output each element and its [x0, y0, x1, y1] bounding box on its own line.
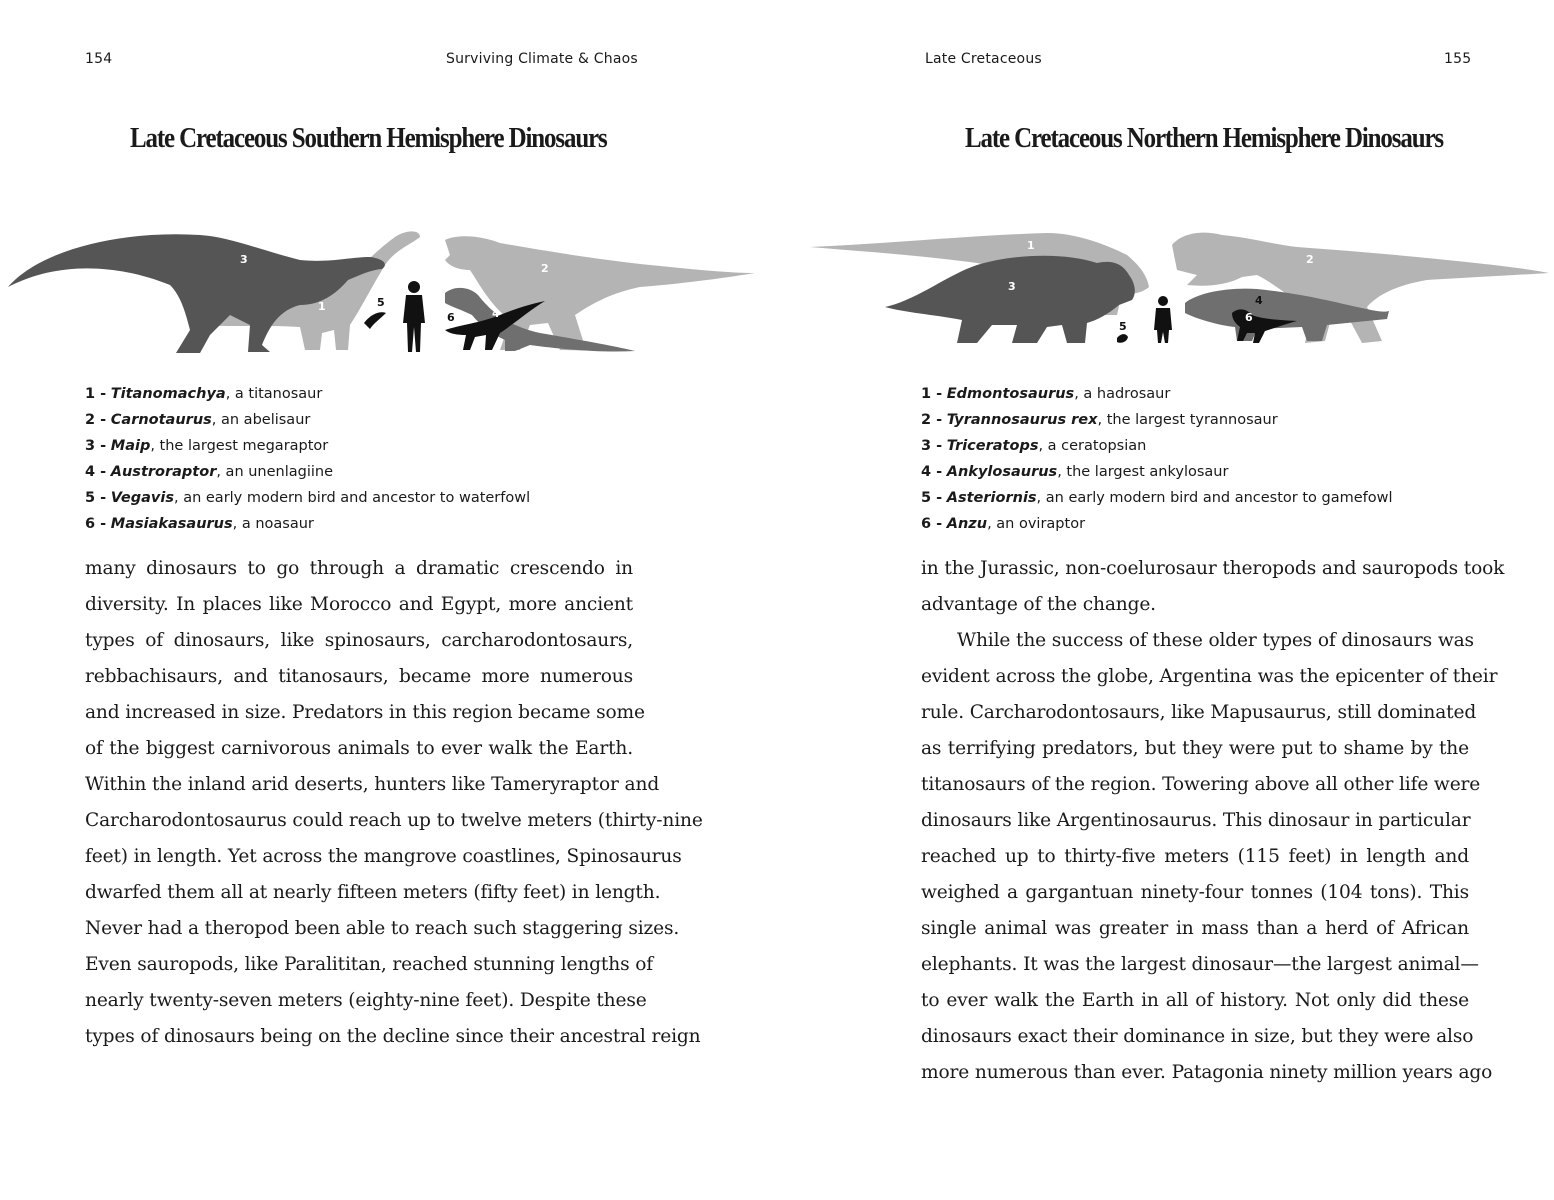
- figure-number-6: 6: [1245, 311, 1253, 324]
- dinosaur-size-comparison-figure: [777, 215, 1554, 360]
- text-line: Never had a theropod been able to reach such staggering sizes.: [85, 918, 680, 939]
- figure-number-3: 3: [1008, 280, 1016, 293]
- asteriornis-silhouette: [1117, 334, 1128, 343]
- text-line: Even sauropods, like Paralititan, reached stunning lengths of: [85, 954, 654, 975]
- text-line: types of dinosaurs, like spinosaurs, carcharodontosaurs,: [85, 630, 633, 651]
- legend-item: 1 - Edmontosaurus, a hadrosaur: [921, 386, 1171, 402]
- text-line: more numerous than ever. Patagonia ninety million years ago: [921, 1062, 1493, 1083]
- text-line: as terrifying predators, but they were put to shame by the: [921, 738, 1469, 759]
- figure-number-6: 6: [447, 311, 455, 324]
- text-line: rule. Carcharodontosaurs, like Mapusaurus, still dominated: [921, 702, 1477, 723]
- figure-number-4: 4: [1255, 294, 1263, 307]
- vegavis-silhouette: [364, 312, 386, 329]
- legend-item: 4 - Austroraptor, an unenlagiine: [85, 464, 334, 480]
- legend-item: 5 - Asteriornis, an early modern bird and ancestor to gamefowl: [921, 490, 1393, 506]
- text-line: and increased in size. Predators in this region became some: [85, 702, 645, 723]
- text-line: Within the inland arid deserts, hunters like Tameryraptor and: [85, 774, 660, 795]
- figure-number-1: 1: [318, 300, 326, 313]
- legend-item: 6 - Masiakasaurus, a noasaur: [85, 516, 314, 532]
- human-silhouette: [403, 281, 425, 352]
- running-title: Surviving Climate & Chaos: [446, 51, 638, 67]
- figure-number-5: 5: [1119, 320, 1127, 333]
- text-line: diversity. In places like Morocco and Egypt, more ancient: [85, 594, 633, 615]
- text-line: weighed a gargantuan ninety-four tonnes (104 tons). This: [921, 882, 1469, 903]
- legend-item: 2 - Carnotaurus, an abelisaur: [85, 412, 311, 428]
- text-line: dwarfed them all at nearly fifteen meters (fifty feet) in length.: [85, 882, 661, 903]
- body-text: [921, 551, 1505, 1091]
- figure-number-3: 3: [240, 253, 248, 266]
- text-line: in the Jurassic, non-coelurosaur theropods and sauropods took: [921, 558, 1505, 579]
- page-number: 154: [85, 51, 113, 67]
- legend-item: 2 - Tyrannosaurus rex, the largest tyrannosaur: [921, 412, 1278, 428]
- right-page: [777, 0, 1554, 1200]
- body-text: [85, 551, 703, 1055]
- text-line: to ever walk the Earth in all of history. Not only did these: [921, 990, 1469, 1011]
- text-line: elephants. It was the largest dinosaur—the largest animal—: [921, 954, 1479, 975]
- text-line: feet) in length. Yet across the mangrove coastlines, Spinosaurus: [85, 846, 682, 867]
- text-line: single animal was greater in mass than a herd of African: [921, 918, 1469, 939]
- text-line: titanosaurs of the region. Towering above all other life were: [921, 774, 1481, 795]
- triceratops-silhouette: [885, 256, 1135, 343]
- text-line: dinosaurs like Argentinosaurus. This dinosaur in particular: [921, 810, 1471, 831]
- text-line: of the biggest carnivorous animals to ever walk the Earth.: [85, 738, 633, 759]
- text-line: rebbachisaurs, and titanosaurs, became more numerous: [85, 666, 633, 687]
- figure-title: Late Cretaceous Southern Hemisphere Dinosaurs: [130, 122, 607, 154]
- text-line: reached up to thirty-five meters (115 feet) in length and: [921, 846, 1469, 867]
- text-line: Carcharodontosaurus could reach up to twelve meters (thirty-nine: [85, 810, 703, 831]
- text-line: nearly twenty-seven meters (eighty-nine feet). Despite these: [85, 990, 647, 1011]
- text-line: many dinosaurs to go through a dramatic crescendo in: [85, 558, 633, 579]
- text-line: While the success of these older types of dinosaurs was: [957, 630, 1474, 651]
- text-line: types of dinosaurs being on the decline since their ancestral reign: [85, 1026, 701, 1047]
- maip-silhouette: [8, 234, 385, 353]
- running-title: Late Cretaceous: [925, 51, 1042, 67]
- text-line: dinosaurs exact their dominance in size, but they were also: [921, 1026, 1474, 1047]
- tyrannosaurus-silhouette: [1172, 233, 1549, 343]
- figure-title: Late Cretaceous Northern Hemisphere Dinosaurs: [965, 122, 1443, 154]
- figure-number-2: 2: [541, 262, 549, 275]
- figure-number-1: 1: [1027, 239, 1035, 252]
- figure-number-4: 4: [492, 307, 500, 320]
- figure-legend: [85, 381, 530, 537]
- page-number: 155: [1444, 51, 1472, 67]
- text-line: evident across the globe, Argentina was the epicenter of their: [921, 666, 1498, 687]
- legend-item: 1 - Titanomachya, a titanosaur: [85, 386, 323, 402]
- figure-legend: [921, 381, 1393, 537]
- human-silhouette: [1154, 296, 1172, 343]
- legend-item: 4 - Ankylosaurus, the largest ankylosaur: [921, 464, 1229, 480]
- text-line: advantage of the change.: [921, 594, 1156, 615]
- dinosaur-size-comparison-figure: [0, 215, 777, 360]
- legend-item: 3 - Triceratops, a ceratopsian: [921, 438, 1147, 454]
- figure-number-5: 5: [377, 296, 385, 309]
- figure-number-2: 2: [1306, 253, 1314, 266]
- legend-item: 3 - Maip, the largest megaraptor: [85, 438, 329, 454]
- legend-item: 5 - Vegavis, an early modern bird and ancestor to waterfowl: [85, 490, 531, 506]
- legend-item: 6 - Anzu, an oviraptor: [921, 516, 1086, 532]
